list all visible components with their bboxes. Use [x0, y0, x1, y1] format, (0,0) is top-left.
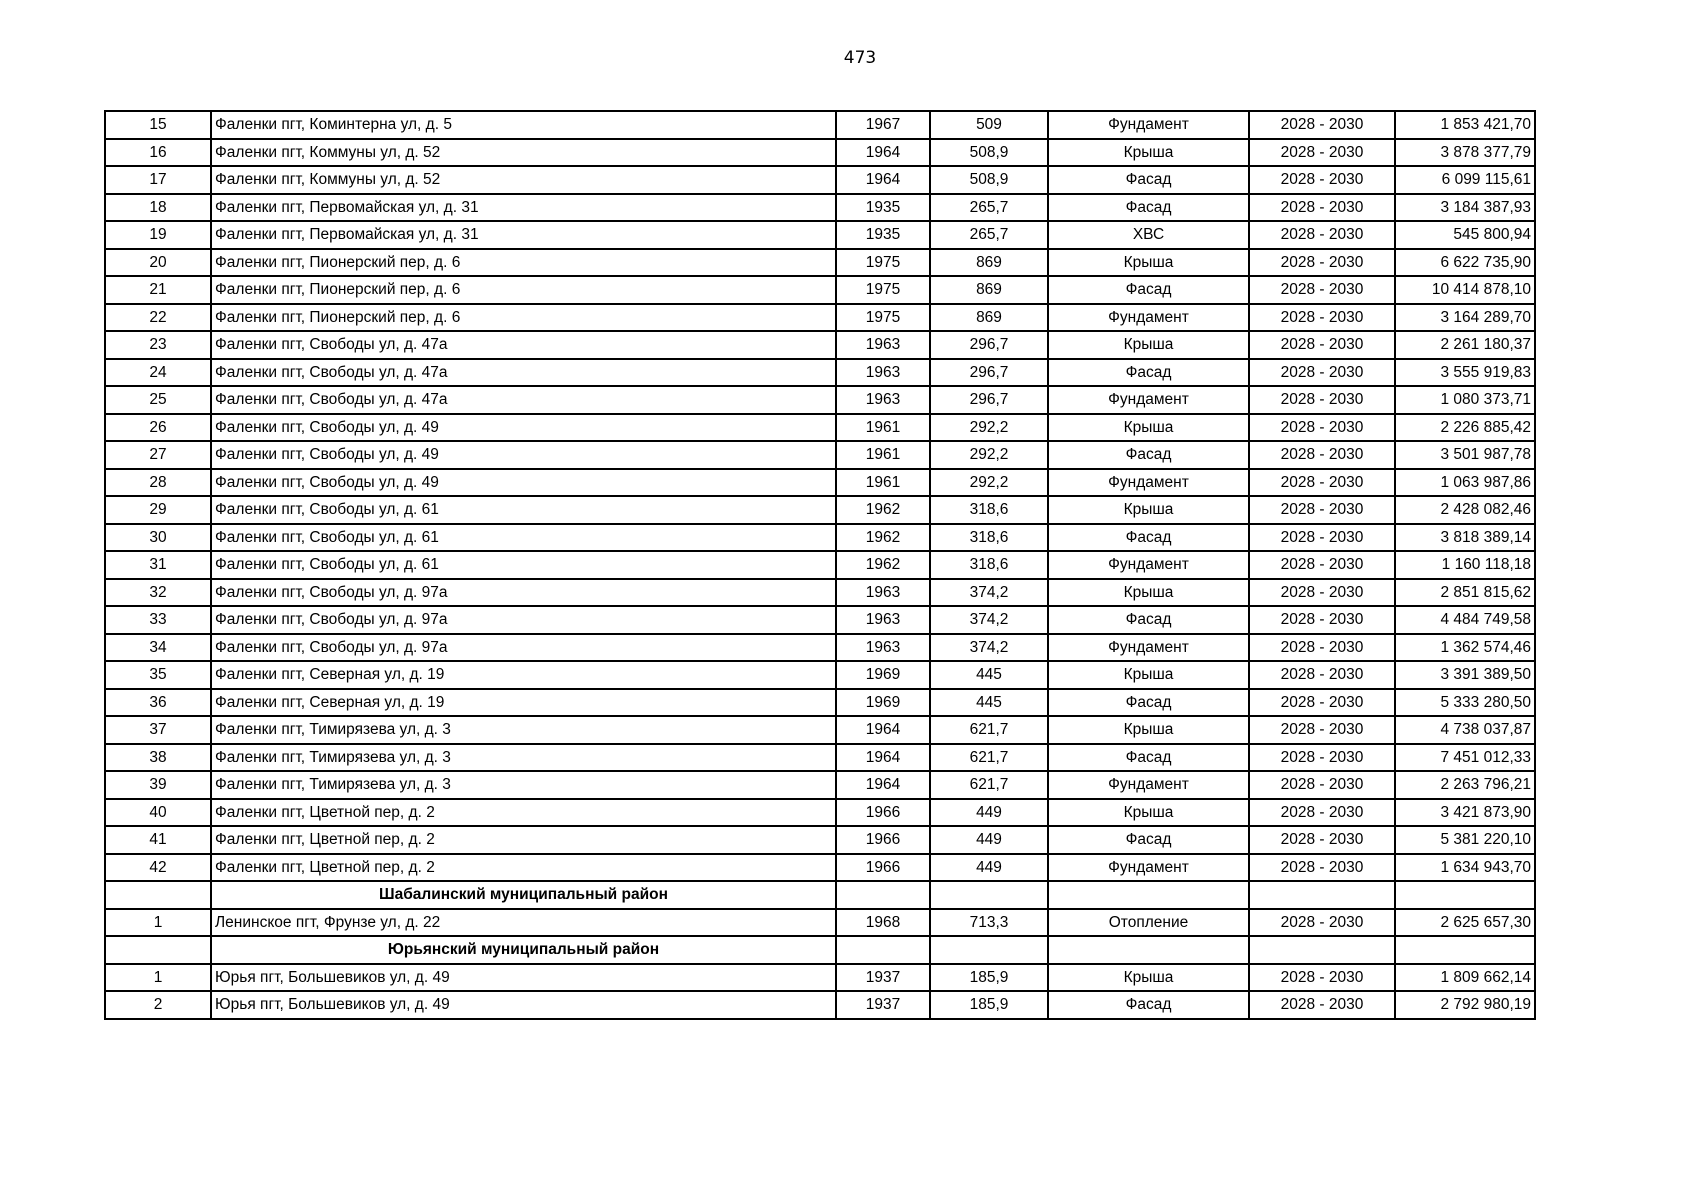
area-cell: 508,9 [930, 166, 1048, 194]
page-number: 473 [843, 48, 877, 68]
address-cell: Фаленки пгт, Свободы ул, д. 47а [211, 331, 836, 359]
work-type-cell: Крыша [1048, 139, 1249, 167]
build-year-cell: 1935 [836, 194, 930, 222]
period-cell: 2028 - 2030 [1249, 909, 1395, 937]
table-row [105, 909, 1535, 937]
address-cell: Фаленки пгт, Первомайская ул, д. 31 [211, 194, 836, 222]
area-cell: 445 [930, 661, 1048, 689]
build-year-cell: 1962 [836, 496, 930, 524]
area-cell: 374,2 [930, 634, 1048, 662]
table-row [105, 359, 1535, 387]
work-type-cell: Фундамент [1048, 854, 1249, 882]
table-row [105, 551, 1535, 579]
row-number-cell: 32 [105, 579, 211, 607]
address-cell: Фаленки пгт, Цветной пер, д. 2 [211, 799, 836, 827]
period-cell: 2028 - 2030 [1249, 634, 1395, 662]
period-cell: 2028 - 2030 [1249, 249, 1395, 277]
address-cell: Фаленки пгт, Свободы ул, д. 97а [211, 606, 836, 634]
period-cell: 2028 - 2030 [1249, 826, 1395, 854]
table-row [105, 716, 1535, 744]
period-cell: 2028 - 2030 [1249, 854, 1395, 882]
table-row [105, 771, 1535, 799]
work-type-cell: Крыша [1048, 799, 1249, 827]
address-cell: Ленинское пгт, Фрунзе ул, д. 22 [211, 909, 836, 937]
period-cell: 2028 - 2030 [1249, 689, 1395, 717]
table-row [105, 661, 1535, 689]
period-cell: 2028 - 2030 [1249, 496, 1395, 524]
row-number-cell: 41 [105, 826, 211, 854]
cost-cell: 3 184 387,93 [1395, 194, 1535, 222]
work-type-cell: Крыша [1048, 661, 1249, 689]
work-type-cell [1048, 881, 1249, 909]
table-row [105, 744, 1535, 772]
area-cell [930, 936, 1048, 964]
table-row [105, 139, 1535, 167]
cost-cell: 1 362 574,46 [1395, 634, 1535, 662]
period-cell: 2028 - 2030 [1249, 111, 1395, 139]
row-number-cell: 35 [105, 661, 211, 689]
cost-cell: 1 160 118,18 [1395, 551, 1535, 579]
area-cell: 185,9 [930, 964, 1048, 992]
work-type-cell: Фундамент [1048, 771, 1249, 799]
area-cell: 296,7 [930, 359, 1048, 387]
row-number-cell: 27 [105, 441, 211, 469]
address-cell: Фаленки пгт, Коммуны ул, д. 52 [211, 139, 836, 167]
cost-cell: 3 391 389,50 [1395, 661, 1535, 689]
area-cell: 445 [930, 689, 1048, 717]
table-row [105, 221, 1535, 249]
work-type-cell: Фасад [1048, 359, 1249, 387]
table-row [105, 606, 1535, 634]
cost-cell: 1 809 662,14 [1395, 964, 1535, 992]
area-cell: 318,6 [930, 524, 1048, 552]
row-number-cell: 31 [105, 551, 211, 579]
build-year-cell: 1963 [836, 606, 930, 634]
table-row [105, 689, 1535, 717]
address-cell: Фаленки пгт, Свободы ул, д. 61 [211, 551, 836, 579]
area-cell: 621,7 [930, 744, 1048, 772]
row-number-cell: 1 [105, 909, 211, 937]
period-cell: 2028 - 2030 [1249, 661, 1395, 689]
row-number-cell: 25 [105, 386, 211, 414]
area-cell: 713,3 [930, 909, 1048, 937]
area-cell: 869 [930, 249, 1048, 277]
work-type-cell: Фундамент [1048, 304, 1249, 332]
build-year-cell: 1963 [836, 386, 930, 414]
cost-cell [1395, 936, 1535, 964]
row-number-cell: 16 [105, 139, 211, 167]
build-year-cell: 1937 [836, 991, 930, 1019]
period-cell: 2028 - 2030 [1249, 964, 1395, 992]
row-number-cell: 19 [105, 221, 211, 249]
work-type-cell: Крыша [1048, 331, 1249, 359]
row-number-cell: 36 [105, 689, 211, 717]
table-row [105, 276, 1535, 304]
cost-cell: 6 099 115,61 [1395, 166, 1535, 194]
period-cell: 2028 - 2030 [1249, 441, 1395, 469]
area-cell: 621,7 [930, 716, 1048, 744]
address-cell: Фаленки пгт, Цветной пер, д. 2 [211, 826, 836, 854]
area-cell: 185,9 [930, 991, 1048, 1019]
row-number-cell: 30 [105, 524, 211, 552]
cost-cell: 1 634 943,70 [1395, 854, 1535, 882]
row-number-cell: 34 [105, 634, 211, 662]
period-cell: 2028 - 2030 [1249, 606, 1395, 634]
table-row [105, 854, 1535, 882]
row-number-cell [105, 881, 211, 909]
address-cell: Фаленки пгт, Свободы ул, д. 49 [211, 469, 836, 497]
build-year-cell [836, 881, 930, 909]
address-cell: Фаленки пгт, Свободы ул, д. 49 [211, 441, 836, 469]
table-row [105, 991, 1535, 1019]
period-cell: 2028 - 2030 [1249, 276, 1395, 304]
cost-cell: 2 428 082,46 [1395, 496, 1535, 524]
address-cell: Фаленки пгт, Пионерский пер, д. 6 [211, 304, 836, 332]
area-cell: 374,2 [930, 579, 1048, 607]
area-cell: 292,2 [930, 469, 1048, 497]
address-cell: Фаленки пгт, Коммуны ул, д. 52 [211, 166, 836, 194]
address-cell: Фаленки пгт, Северная ул, д. 19 [211, 689, 836, 717]
table-row [105, 826, 1535, 854]
area-cell: 869 [930, 304, 1048, 332]
build-year-cell: 1963 [836, 634, 930, 662]
row-number-cell: 2 [105, 991, 211, 1019]
build-year-cell: 1962 [836, 551, 930, 579]
repair-schedule-table [104, 110, 1536, 1020]
period-cell: 2028 - 2030 [1249, 799, 1395, 827]
period-cell: 2028 - 2030 [1249, 551, 1395, 579]
build-year-cell: 1961 [836, 469, 930, 497]
row-number-cell: 18 [105, 194, 211, 222]
address-cell: Фаленки пгт, Коминтерна ул, д. 5 [211, 111, 836, 139]
table-row [105, 194, 1535, 222]
build-year-cell: 1937 [836, 964, 930, 992]
period-cell: 2028 - 2030 [1249, 991, 1395, 1019]
build-year-cell: 1969 [836, 661, 930, 689]
work-type-cell: Фасад [1048, 276, 1249, 304]
address-cell: Юрья пгт, Большевиков ул, д. 49 [211, 991, 836, 1019]
address-cell: Фаленки пгт, Цветной пер, д. 2 [211, 854, 836, 882]
table-row [105, 579, 1535, 607]
build-year-cell: 1964 [836, 166, 930, 194]
build-year-cell: 1963 [836, 579, 930, 607]
section-header-row [105, 936, 1535, 964]
row-number-cell: 26 [105, 414, 211, 442]
row-number-cell: 38 [105, 744, 211, 772]
cost-cell: 5 333 280,50 [1395, 689, 1535, 717]
address-cell: Фаленки пгт, Свободы ул, д. 47а [211, 386, 836, 414]
build-year-cell: 1961 [836, 414, 930, 442]
cost-cell: 3 878 377,79 [1395, 139, 1535, 167]
cost-cell: 10 414 878,10 [1395, 276, 1535, 304]
cost-cell: 2 263 796,21 [1395, 771, 1535, 799]
period-cell: 2028 - 2030 [1249, 469, 1395, 497]
period-cell: 2028 - 2030 [1249, 414, 1395, 442]
table-row [105, 304, 1535, 332]
build-year-cell: 1975 [836, 249, 930, 277]
period-cell: 2028 - 2030 [1249, 771, 1395, 799]
area-cell: 265,7 [930, 221, 1048, 249]
section-title-cell: Шабалинский муниципальный район [211, 881, 836, 909]
area-cell: 509 [930, 111, 1048, 139]
period-cell: 2028 - 2030 [1249, 524, 1395, 552]
table-row [105, 964, 1535, 992]
work-type-cell: Крыша [1048, 496, 1249, 524]
address-cell: Фаленки пгт, Свободы ул, д. 61 [211, 496, 836, 524]
table-row [105, 386, 1535, 414]
period-cell: 2028 - 2030 [1249, 716, 1395, 744]
cost-cell: 2 792 980,19 [1395, 991, 1535, 1019]
address-cell: Фаленки пгт, Тимирязева ул, д. 3 [211, 771, 836, 799]
row-number-cell: 1 [105, 964, 211, 992]
table-row [105, 634, 1535, 662]
section-title-cell: Юрьянский муниципальный район [211, 936, 836, 964]
period-cell: 2028 - 2030 [1249, 304, 1395, 332]
area-cell [930, 881, 1048, 909]
work-type-cell: Фасад [1048, 606, 1249, 634]
area-cell: 318,6 [930, 496, 1048, 524]
row-number-cell: 42 [105, 854, 211, 882]
row-number-cell: 20 [105, 249, 211, 277]
cost-cell: 1 080 373,71 [1395, 386, 1535, 414]
address-cell: Фаленки пгт, Северная ул, д. 19 [211, 661, 836, 689]
build-year-cell: 1967 [836, 111, 930, 139]
build-year-cell: 1964 [836, 716, 930, 744]
section-header-row [105, 881, 1535, 909]
row-number-cell: 28 [105, 469, 211, 497]
cost-cell: 4 484 749,58 [1395, 606, 1535, 634]
cost-cell: 3 501 987,78 [1395, 441, 1535, 469]
table-row [105, 799, 1535, 827]
work-type-cell: Фасад [1048, 441, 1249, 469]
build-year-cell: 1961 [836, 441, 930, 469]
address-cell: Фаленки пгт, Пионерский пер, д. 6 [211, 249, 836, 277]
address-cell: Фаленки пгт, Свободы ул, д. 47а [211, 359, 836, 387]
row-number-cell: 21 [105, 276, 211, 304]
cost-cell: 1 853 421,70 [1395, 111, 1535, 139]
work-type-cell: Отопление [1048, 909, 1249, 937]
address-cell: Фаленки пгт, Свободы ул, д. 49 [211, 414, 836, 442]
period-cell: 2028 - 2030 [1249, 221, 1395, 249]
work-type-cell: Фундамент [1048, 634, 1249, 662]
row-number-cell [105, 936, 211, 964]
area-cell: 374,2 [930, 606, 1048, 634]
table-row [105, 331, 1535, 359]
table-row [105, 249, 1535, 277]
cost-cell: 3 164 289,70 [1395, 304, 1535, 332]
address-cell: Фаленки пгт, Свободы ул, д. 97а [211, 634, 836, 662]
row-number-cell: 22 [105, 304, 211, 332]
work-type-cell: Фасад [1048, 826, 1249, 854]
work-type-cell: Фасад [1048, 744, 1249, 772]
period-cell: 2028 - 2030 [1249, 744, 1395, 772]
cost-cell: 2 226 885,42 [1395, 414, 1535, 442]
row-number-cell: 29 [105, 496, 211, 524]
build-year-cell: 1966 [836, 854, 930, 882]
table-row [105, 469, 1535, 497]
address-cell: Юрья пгт, Большевиков ул, д. 49 [211, 964, 836, 992]
period-cell: 2028 - 2030 [1249, 139, 1395, 167]
row-number-cell: 15 [105, 111, 211, 139]
address-cell: Фаленки пгт, Пионерский пер, д. 6 [211, 276, 836, 304]
work-type-cell: Фасад [1048, 524, 1249, 552]
cost-cell: 5 381 220,10 [1395, 826, 1535, 854]
cost-cell: 3 818 389,14 [1395, 524, 1535, 552]
build-year-cell: 1966 [836, 799, 930, 827]
work-type-cell [1048, 936, 1249, 964]
table-row [105, 414, 1535, 442]
cost-cell: 4 738 037,87 [1395, 716, 1535, 744]
period-cell [1249, 936, 1395, 964]
table-row [105, 496, 1535, 524]
work-type-cell: Фундамент [1048, 386, 1249, 414]
area-cell: 449 [930, 826, 1048, 854]
period-cell: 2028 - 2030 [1249, 359, 1395, 387]
period-cell [1249, 881, 1395, 909]
address-cell: Фаленки пгт, Тимирязева ул, д. 3 [211, 716, 836, 744]
area-cell: 449 [930, 854, 1048, 882]
address-cell: Фаленки пгт, Первомайская ул, д. 31 [211, 221, 836, 249]
period-cell: 2028 - 2030 [1249, 194, 1395, 222]
period-cell: 2028 - 2030 [1249, 386, 1395, 414]
work-type-cell: Крыша [1048, 964, 1249, 992]
row-number-cell: 39 [105, 771, 211, 799]
row-number-cell: 17 [105, 166, 211, 194]
cost-cell [1395, 881, 1535, 909]
table-body [105, 111, 1535, 1019]
area-cell: 296,7 [930, 386, 1048, 414]
work-type-cell: Фасад [1048, 166, 1249, 194]
cost-cell: 3 555 919,83 [1395, 359, 1535, 387]
build-year-cell [836, 936, 930, 964]
build-year-cell: 1966 [836, 826, 930, 854]
work-type-cell: Фасад [1048, 194, 1249, 222]
address-cell: Фаленки пгт, Свободы ул, д. 61 [211, 524, 836, 552]
work-type-cell: Фундамент [1048, 469, 1249, 497]
table-row [105, 166, 1535, 194]
cost-cell: 1 063 987,86 [1395, 469, 1535, 497]
build-year-cell: 1969 [836, 689, 930, 717]
build-year-cell: 1963 [836, 331, 930, 359]
build-year-cell: 1964 [836, 744, 930, 772]
work-type-cell: Фасад [1048, 991, 1249, 1019]
area-cell: 449 [930, 799, 1048, 827]
area-cell: 265,7 [930, 194, 1048, 222]
row-number-cell: 24 [105, 359, 211, 387]
build-year-cell: 1975 [836, 304, 930, 332]
address-cell: Фаленки пгт, Тимирязева ул, д. 3 [211, 744, 836, 772]
period-cell: 2028 - 2030 [1249, 331, 1395, 359]
area-cell: 621,7 [930, 771, 1048, 799]
period-cell: 2028 - 2030 [1249, 579, 1395, 607]
work-type-cell: Крыша [1048, 414, 1249, 442]
build-year-cell: 1963 [836, 359, 930, 387]
row-number-cell: 40 [105, 799, 211, 827]
table-row [105, 111, 1535, 139]
cost-cell: 2 851 815,62 [1395, 579, 1535, 607]
area-cell: 318,6 [930, 551, 1048, 579]
table-row [105, 441, 1535, 469]
area-cell: 296,7 [930, 331, 1048, 359]
build-year-cell: 1968 [836, 909, 930, 937]
cost-cell: 7 451 012,33 [1395, 744, 1535, 772]
work-type-cell: Фасад [1048, 689, 1249, 717]
work-type-cell: Крыша [1048, 249, 1249, 277]
row-number-cell: 23 [105, 331, 211, 359]
area-cell: 292,2 [930, 414, 1048, 442]
build-year-cell: 1964 [836, 139, 930, 167]
row-number-cell: 33 [105, 606, 211, 634]
work-type-cell: Фундамент [1048, 551, 1249, 579]
area-cell: 292,2 [930, 441, 1048, 469]
work-type-cell: Крыша [1048, 716, 1249, 744]
cost-cell: 2 261 180,37 [1395, 331, 1535, 359]
build-year-cell: 1962 [836, 524, 930, 552]
work-type-cell: Фундамент [1048, 111, 1249, 139]
cost-cell: 2 625 657,30 [1395, 909, 1535, 937]
cost-cell: 545 800,94 [1395, 221, 1535, 249]
table-row [105, 524, 1535, 552]
build-year-cell: 1964 [836, 771, 930, 799]
address-cell: Фаленки пгт, Свободы ул, д. 97а [211, 579, 836, 607]
row-number-cell: 37 [105, 716, 211, 744]
area-cell: 508,9 [930, 139, 1048, 167]
build-year-cell: 1975 [836, 276, 930, 304]
build-year-cell: 1935 [836, 221, 930, 249]
period-cell: 2028 - 2030 [1249, 166, 1395, 194]
area-cell: 869 [930, 276, 1048, 304]
cost-cell: 6 622 735,90 [1395, 249, 1535, 277]
work-type-cell: ХВС [1048, 221, 1249, 249]
cost-cell: 3 421 873,90 [1395, 799, 1535, 827]
work-type-cell: Крыша [1048, 579, 1249, 607]
